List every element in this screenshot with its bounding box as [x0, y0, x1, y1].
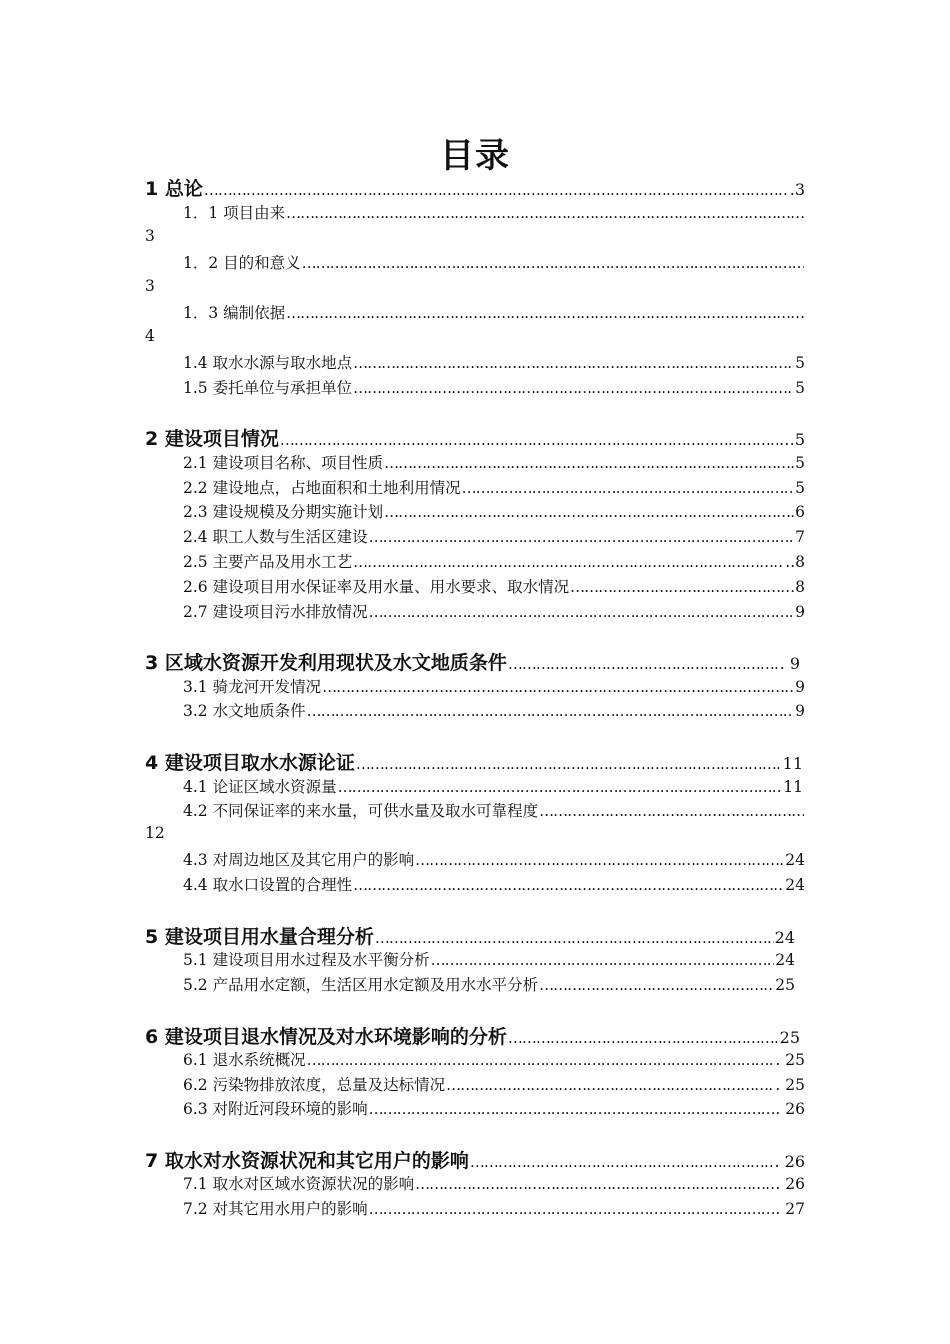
leader-dots — [280, 431, 778, 449]
toc-chapter-5[interactable] — [145, 922, 795, 949]
toc-label: 1．1 项目由来 — [183, 204, 286, 222]
toc-label: 6.1 退水系统概况 — [183, 1051, 306, 1069]
toc-section-7-1[interactable] — [183, 1172, 805, 1194]
toc-section-6-1[interactable] — [183, 1048, 805, 1070]
toc-page: ..8 — [785, 553, 805, 571]
toc-label: 5 建设项目用水量合理分析 — [145, 926, 374, 948]
toc-label: 4 建设项目取水水源论证 — [145, 752, 355, 774]
toc-label: 2.6 建设项目用水保证率及用水量、用水要求、取水情况 — [183, 578, 570, 596]
toc-page: 3 — [145, 277, 155, 295]
leader-dots — [353, 553, 784, 571]
toc-page: 24 — [785, 876, 805, 894]
toc-section-5-2[interactable] — [183, 973, 795, 995]
toc-section-4-2[interactable] — [183, 799, 805, 821]
toc-section-1-2[interactable] — [183, 251, 805, 273]
toc-page: . 27 — [775, 1200, 805, 1218]
leader-dots — [462, 479, 795, 497]
toc-chapter-1[interactable] — [145, 174, 805, 201]
leader-dots — [446, 1076, 774, 1094]
toc-label: 1 总论 — [145, 178, 203, 200]
leader-dots — [369, 528, 795, 546]
toc-label: 7.2 对其它用水用户的影响 — [183, 1200, 368, 1218]
toc-section-2-7[interactable] — [183, 600, 805, 622]
toc-page: 4 — [145, 327, 155, 345]
toc-section-6-3[interactable] — [183, 1097, 805, 1119]
toc-section-2-1[interactable] — [183, 451, 805, 473]
leader-dots — [286, 204, 804, 222]
toc-page: . 26 — [774, 1152, 805, 1171]
toc-page: . 25 — [775, 1051, 805, 1069]
toc-label: 3.2 水文地质条件 — [183, 702, 306, 720]
leader-dots — [384, 454, 794, 472]
toc-label: 2.3 建设规模及分期实施计划 — [183, 503, 384, 521]
toc-chapter-7[interactable] — [145, 1146, 805, 1173]
toc-page: 5 — [795, 454, 805, 472]
leader-dots — [307, 1051, 775, 1069]
toc-page: 9 — [795, 678, 805, 696]
leader-dots — [570, 578, 794, 596]
toc-label: 3.1 骑龙河开发情况 — [183, 678, 322, 696]
leader-dots — [204, 181, 789, 199]
toc-label: 3 区域水资源开发利用现状及水文地质条件 — [145, 652, 507, 674]
toc-page: 9 — [795, 603, 805, 621]
toc-page: . 9 — [779, 654, 800, 673]
toc-label: 1.5 委托单位与承担单位 — [183, 379, 353, 397]
page-title: 目录 — [440, 136, 510, 176]
toc-section-7-2[interactable] — [183, 1197, 805, 1219]
leader-dots — [307, 702, 795, 720]
toc-page: 25 — [779, 1028, 800, 1047]
toc-section-5-1[interactable] — [183, 948, 795, 970]
toc-label: 1．3 编制依据 — [183, 304, 286, 322]
toc-page: . 26 — [775, 1175, 805, 1193]
leader-dots — [539, 976, 774, 994]
leader-dots — [356, 755, 782, 773]
toc-label: 2.7 建设项目污水排放情况 — [183, 603, 368, 621]
toc-page: 11 — [783, 778, 803, 796]
leader-dots — [384, 503, 794, 521]
toc-page: .3 — [789, 180, 805, 199]
toc-section-1-5[interactable] — [183, 376, 805, 398]
toc-page: 12 — [145, 824, 165, 842]
leader-dots — [375, 929, 774, 947]
toc-label: 1．2 目的和意义 — [183, 254, 301, 272]
toc-label: 2.5 主要产品及用水工艺 — [183, 553, 353, 571]
leader-dots — [508, 1029, 779, 1047]
toc-page: 24 — [774, 928, 795, 947]
toc-section-2-6[interactable] — [183, 575, 805, 597]
toc-label: 7.1 取水对区域水资源状况的影响 — [183, 1175, 415, 1193]
toc-page: 8 — [795, 578, 805, 596]
toc-section-2-3[interactable] — [183, 500, 805, 522]
leader-dots — [508, 655, 779, 673]
leader-dots — [539, 802, 804, 820]
toc-page: 11 — [782, 754, 803, 773]
leader-dots — [338, 778, 783, 796]
leader-dots — [415, 851, 784, 869]
toc-section-2-5[interactable] — [183, 550, 805, 572]
toc-page: 5 — [795, 354, 805, 372]
toc-label: 5.2 产品用水定额，生活区用水定额及用水水平分析 — [183, 976, 539, 994]
toc-label: 4.3 对周边地区及其它用户的影响 — [183, 851, 415, 869]
leader-dots — [302, 254, 804, 272]
toc-label: 4.2 不同保证率的来水量，可供水量及取水可靠程度 — [183, 802, 539, 820]
leader-dots — [431, 951, 775, 969]
toc-page: . 25 — [775, 1076, 805, 1094]
toc-label: 6.3 对附近河段环境的影响 — [183, 1100, 368, 1118]
leader-dots — [369, 1100, 775, 1118]
toc-label: 2.2 建设地点，占地面积和土地利用情况 — [183, 479, 461, 497]
toc-page: 5 — [795, 379, 805, 397]
toc-page: 25 — [775, 976, 795, 994]
toc-label: 6 建设项目退水情况及对水环境影响的分析 — [145, 1026, 507, 1048]
toc-page: 3 — [145, 227, 155, 245]
toc-label: 2 建设项目情况 — [145, 428, 279, 450]
leader-dots — [415, 1175, 774, 1193]
toc-section-4-4[interactable] — [183, 873, 805, 895]
toc-chapter-6[interactable] — [145, 1022, 800, 1049]
leader-dots — [286, 304, 804, 322]
leader-dots — [353, 876, 784, 894]
toc-label: 4.4 取水口设置的合理性 — [183, 876, 353, 894]
toc-page: 6 — [795, 503, 805, 521]
toc-section-3-1[interactable] — [183, 675, 805, 697]
toc-section-2-4[interactable] — [183, 525, 805, 547]
toc-section-4-1[interactable] — [183, 775, 803, 797]
leader-dots — [353, 354, 794, 372]
toc-section-3-2[interactable] — [183, 699, 805, 721]
toc-chapter-4[interactable] — [145, 748, 803, 775]
toc-chapter-2[interactable] — [145, 424, 805, 451]
toc-section-1-4[interactable] — [183, 351, 805, 373]
toc-page: …5 — [778, 430, 805, 449]
leader-dots — [470, 1153, 774, 1171]
leader-dots — [353, 379, 794, 397]
leader-dots — [369, 603, 795, 621]
toc-page: 24 — [785, 851, 805, 869]
toc-page: 5 — [795, 479, 805, 497]
toc-label: 5.1 建设项目用水过程及水平衡分析 — [183, 951, 430, 969]
toc-label: 2.1 建设项目名称、项目性质 — [183, 454, 384, 472]
toc-label: 1.4 取水水源与取水地点 — [183, 354, 353, 372]
toc-label: 2.4 职工人数与生活区建设 — [183, 528, 368, 546]
toc-page: 9 — [795, 702, 805, 720]
toc-section-4-3[interactable] — [183, 848, 805, 870]
toc-label: 4.1 论证区域水资源量 — [183, 778, 337, 796]
toc-label: 6.2 污染物排放浓度，总量及达标情况 — [183, 1076, 446, 1094]
leader-dots — [369, 1200, 775, 1218]
toc-section-6-2[interactable] — [183, 1073, 805, 1095]
toc-page: 24 — [775, 951, 795, 969]
toc-section-2-2[interactable] — [183, 476, 805, 498]
toc-section-1-3[interactable] — [183, 301, 805, 323]
toc-page: . 26 — [775, 1100, 805, 1118]
toc-page: 7 — [795, 528, 805, 546]
toc-label: 7 取水对水资源状况和其它用户的影响 — [145, 1150, 469, 1172]
toc-section-1-1[interactable] — [183, 201, 805, 223]
toc-chapter-3[interactable] — [145, 648, 800, 675]
leader-dots — [322, 678, 794, 696]
